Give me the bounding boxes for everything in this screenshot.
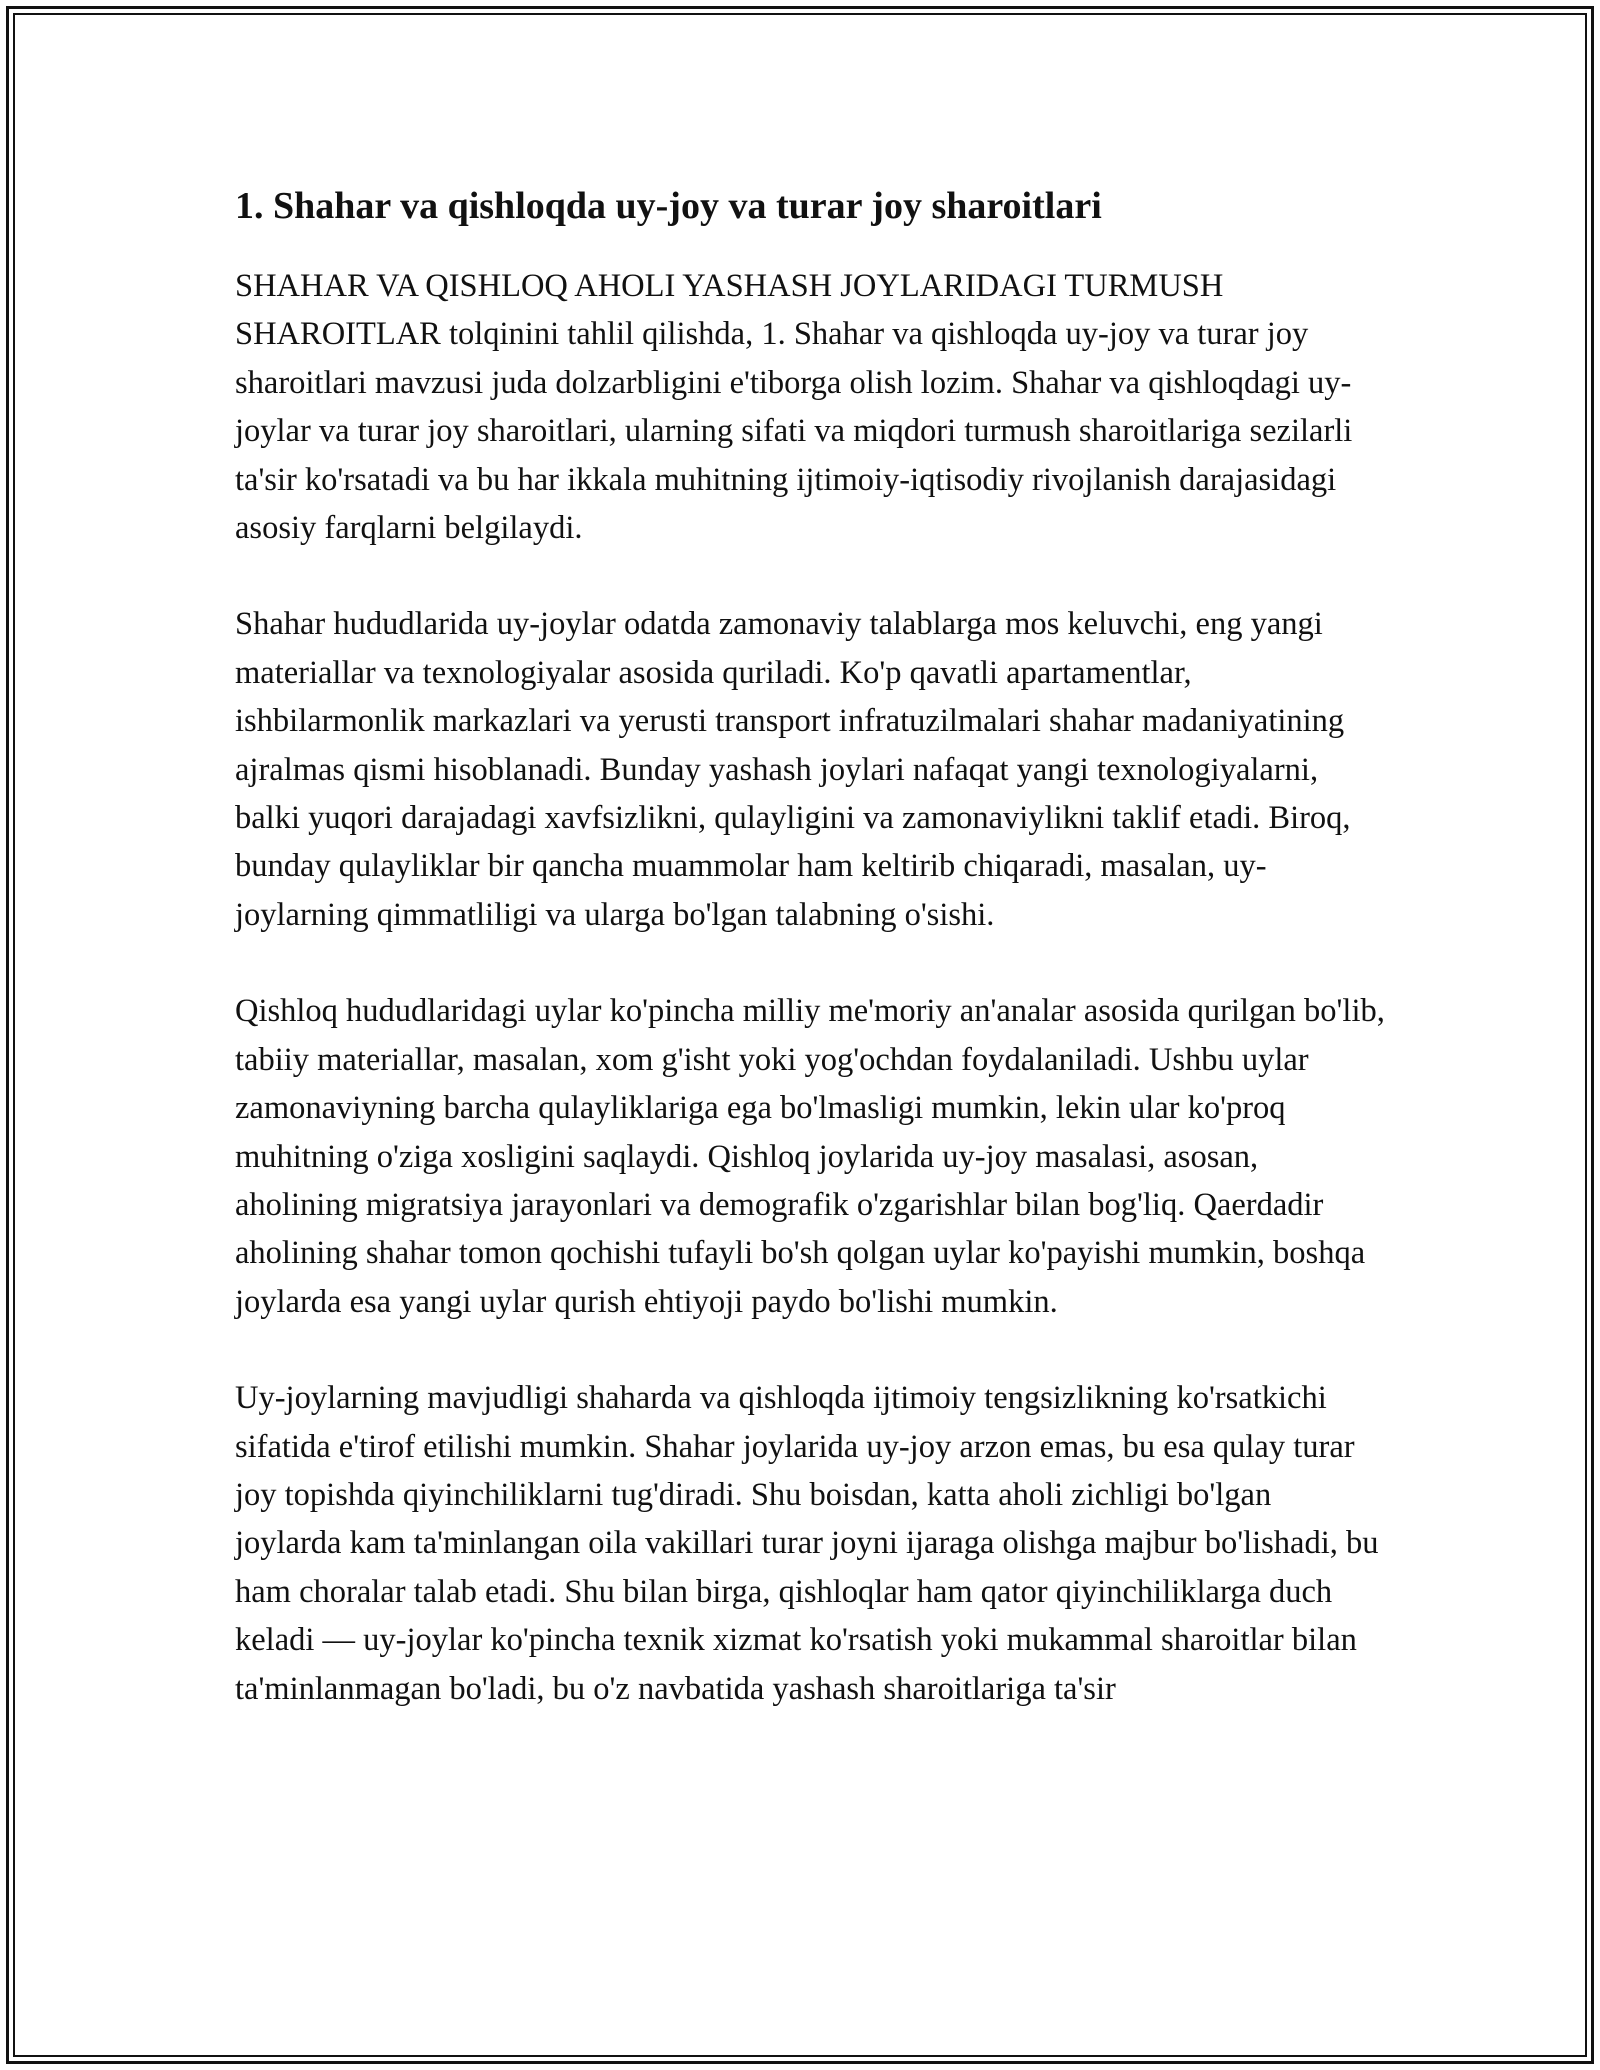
paragraph-4: Uy-joylarning mavjudligi shaharda va qishloqda ijtimoiy tengsizlikning ko'rsatkichi sifatida e'tirof etilishi mumkin. Shahar joylarida uy-joy arzon emas, bu esa qulay turar joy topishda qiyinchiliklarni tug'diradi. Shu boisdan, katta aholi zichligi bo'lgan joylarda kam ta'minlangan oila vakillari turar joyni ijaraga olishga majbur bo'lishadi, bu ham choralar talab etadi. Shu bilan birga, qishloqlar ham qator qiyinchiliklarga duch keladi — uy-joylar ko'pincha texnik xizmat ko'rsatish yoki mukammal sharoitlar bilan ta'minlanmagan bo'ladi, bu o'z navbatida yashash sharoitlariga ta'sir (235, 1380, 1379, 1707)
document-body (235, 180, 1385, 1761)
section-heading: 1. Shahar va qishloqda uy-joy va turar joy sharoitlari (235, 185, 1102, 227)
paragraph-1: SHAHAR VA QISHLOQ AHOLI YASHASH JOYLARIDAGI TURMUSH SHAROITLAR tolqinini tahlil qilishda, 1. Shahar va qishloqda uy-joy va turar joy sharoitlari mavzusi juda dolzarbligini e'tiborga olish lozim. Shahar va qishloqdagi uy-joylar va turar joy sharoitlari, ularning sifati va miqdori turmush sharoitlariga sezilarli ta'sir ko'rsatadi va bu har ikkala muhitning ijtimoiy-iqtisodiy rivojlanish darajasidagi asosiy farqlarni belgilaydi. (235, 268, 1353, 547)
paragraph-2: Shahar hududlarida uy-joylar odatda zamonaviy talablarga mos keluvchi, eng yangi materiallar va texnologiyalar asosida quriladi. Ko'p qavatli apartamentlar, ishbilarmonlik markazlari va yerusti transport infratuzilmalari shahar madaniyatining ajralmas qismi hisoblanadi. Bunday yashash joylari nafaqat yangi texnologiyalarni, balki yuqori darajadagi xavfsizlikni, qulayligini va zamonaviylikni taklif etadi. Biroq, bunday qulayliklar bir qancha muammolar ham keltirib chiqaradi, masalan, uy-joylarning qimmatliligi va ularga bo'lgan talabning o'sishi. (235, 606, 1351, 933)
paragraph-3: Qishloq hududlaridagi uylar ko'pincha milliy me'moriy an'analar asosida qurilgan bo'lib, tabiiy materiallar, masalan, xom g'isht yoki yog'ochdan foydalaniladi. Ushbu uylar zamonaviyning barcha qulayliklariga ega bo'lmasligi mumkin, lekin ular ko'proq muhitning o'ziga xosligini saqlaydi. Qishloq joylarida uy-joy masalasi, asosan, aholining migratsiya jarayonlari va demografik o'zgarishlar bilan bog'liq. Qaerdadir aholining shahar tomon qochishi tufayli bo'sh qolgan uylar ko'payishi mumkin, boshqa joylarda esa yangi uylar qurish ehtiyoji paydo bo'lishi mumkin. (235, 993, 1385, 1320)
